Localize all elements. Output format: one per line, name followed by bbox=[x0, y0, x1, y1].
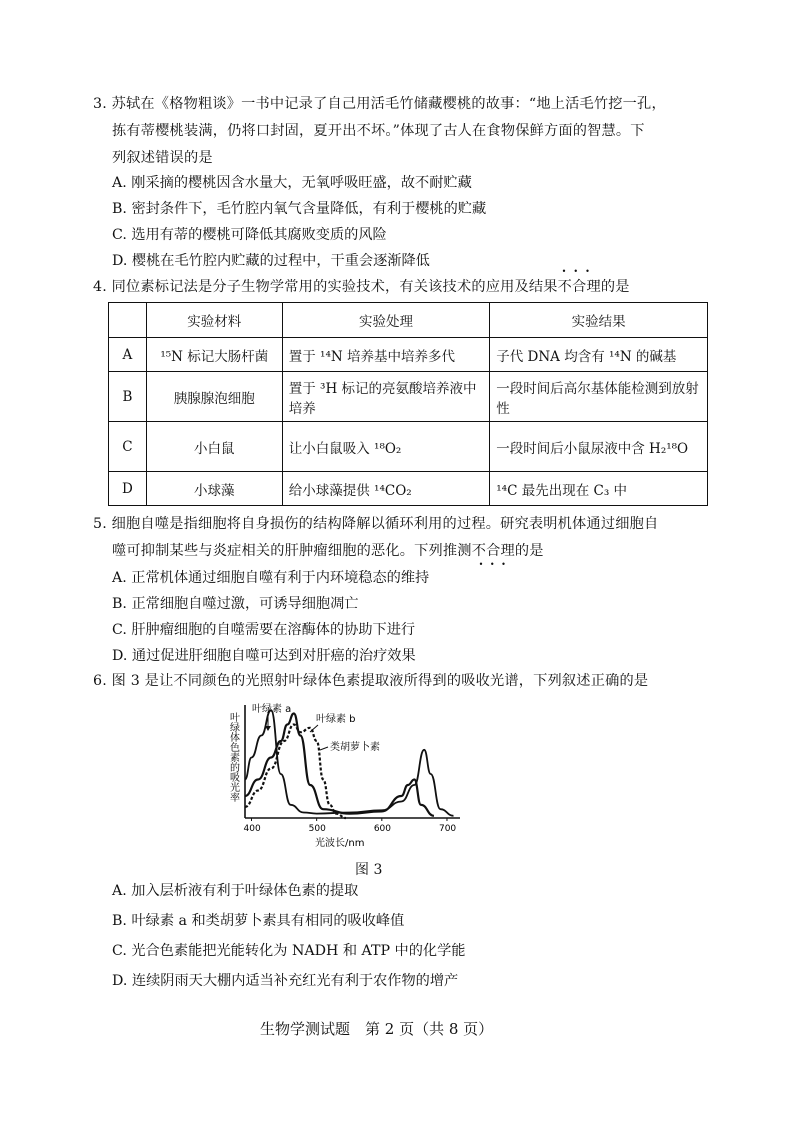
row-treatment: 置于 ¹⁴N 培养基中培养多代 bbox=[282, 338, 490, 372]
q5-option-b: B. 正常细胞自噬过激，可诱导细胞凋亡 bbox=[112, 596, 359, 612]
row-result: ¹⁴C 最先出现在 C₃ 中 bbox=[490, 472, 708, 506]
series-line-carotenoid bbox=[245, 725, 346, 819]
row-treatment: 置于 ³H 标记的亮氨酸培养液中培养 bbox=[282, 372, 490, 422]
q5-stem-line-2 bbox=[112, 540, 544, 560]
x-tick-label: 600 bbox=[373, 824, 392, 834]
row-material: 胰腺腺泡细胞 bbox=[146, 372, 282, 422]
table-header-cell bbox=[109, 303, 147, 338]
row-material: 小白鼠 bbox=[146, 422, 282, 472]
absorption-spectrum-chart bbox=[220, 700, 470, 850]
table-header-cell: 实验材料 bbox=[146, 303, 282, 338]
x-tick-label: 400 bbox=[243, 824, 261, 834]
table-header-row bbox=[109, 303, 708, 338]
q5-option-d: D. 通过促进肝细胞自噬可达到对肝癌的治疗效果 bbox=[112, 648, 416, 664]
q5-stem-prefix: 噬可抑制某些与炎症相关的肝肿瘤细胞的恶化。下列推测 bbox=[112, 543, 472, 559]
q5-stem-emphasis: 不合理 • • • bbox=[472, 540, 515, 560]
x-ticks bbox=[244, 818, 457, 834]
q5-stem-line-1: 5. 细胞自噬是指细胞将自身损伤的结构降解以循环利用的过程。研究表明机体通过细胞自 bbox=[93, 516, 659, 532]
table-row bbox=[109, 472, 708, 506]
row-material: 小球藻 bbox=[146, 472, 282, 506]
arrow-carotenoid bbox=[320, 747, 328, 750]
q3-option-d: D. 樱桃在毛竹腔内贮藏的过程中，干重会逐渐降低 bbox=[112, 253, 430, 269]
x-tick-label: 500 bbox=[308, 824, 326, 834]
q4-stem-emphasis: 不合理 ••• bbox=[558, 276, 601, 296]
q5-option-c: C. 肝肿瘤细胞的自噬需要在溶酶体的协助下进行 bbox=[112, 622, 416, 638]
q3-stem-line-3: 列叙述错误的是 bbox=[112, 150, 213, 166]
q4-stem bbox=[93, 276, 630, 296]
q6-option-a: A. 加入层析液有利于叶绿体色素的提取 bbox=[112, 883, 359, 899]
q3-stem-line-2: 拣有蒂樱桃装满，仍将口封固，夏开出不坏。”体现了古人在食物保鲜方面的智慧。下 bbox=[112, 123, 645, 139]
row-material: ¹⁵N 标记大肠杆菌 bbox=[146, 338, 282, 372]
row-label: B bbox=[109, 372, 147, 422]
label-chlorophyll-a: 叶绿素 a bbox=[252, 704, 292, 715]
row-treatment: 让小白鼠吸入 ¹⁸O₂ bbox=[282, 422, 490, 472]
q6-option-d: D. 连续阴雨天大棚内适当补充红光有利于农作物的增产 bbox=[112, 973, 459, 989]
q4-stem-prefix: 4. 同位素标记法是分子生物学常用的实验技术，有关该技术的应用及结果 bbox=[93, 279, 558, 295]
series-line-chlorophyll-b bbox=[245, 714, 434, 816]
q3-stem-line-1: 3. 苏轼在《格物粗谈》一书中记录了自己用活毛竹储藏樱桃的故事：“地上活毛竹挖一孔， bbox=[93, 96, 666, 112]
q6-option-b: B. 叶绿素 a 和类胡萝卜素具有相同的吸收峰值 bbox=[112, 913, 405, 929]
label-carotenoid: 类胡萝卜素 bbox=[330, 742, 380, 753]
y-axis-label: 叶绿体色素的吸光率 bbox=[227, 712, 239, 802]
row-label: D bbox=[109, 472, 147, 506]
q3-option-a: A. 刚采摘的樱桃因含水量大，无氧呼吸旺盛，故不耐贮藏 bbox=[112, 175, 472, 191]
q6-option-c: C. 光合色素能把光能转化为 NADH 和 ATP 中的化学能 bbox=[112, 943, 466, 959]
row-result: 一段时间后小鼠尿液中含 H₂¹⁸O bbox=[490, 422, 708, 472]
series-lines bbox=[245, 710, 453, 818]
arrow-chlorophyll-b bbox=[310, 725, 318, 732]
table-header-cell: 实验结果 bbox=[490, 303, 708, 338]
row-result: 子代 DNA 均含有 ¹⁴N 的碱基 bbox=[490, 338, 708, 372]
q4-table bbox=[108, 302, 708, 506]
table-header-cell: 实验处理 bbox=[282, 303, 490, 338]
table-row bbox=[109, 422, 708, 472]
figure-caption: 图 3 bbox=[355, 862, 383, 878]
q5-option-a: A. 正常机体通过细胞自噬有利于内环境稳态的维持 bbox=[112, 570, 430, 586]
q6-stem: 6. 图 3 是让不同颜色的光照射叶绿体色素提取液所得到的吸收光谱，下列叙述正确的是 bbox=[93, 673, 649, 689]
label-chlorophyll-b: 叶绿素 b bbox=[316, 714, 356, 725]
q4-stem-suffix: 的是 bbox=[600, 279, 630, 295]
q3-option-c: C. 选用有蒂的樱桃可降低其腐败变质的风险 bbox=[112, 227, 387, 243]
row-treatment: 给小球藻提供 ¹⁴CO₂ bbox=[282, 472, 490, 506]
row-result: 一段时间后高尔基体能检测到放射性 bbox=[490, 372, 708, 422]
row-label: A bbox=[109, 338, 147, 372]
row-label: C bbox=[109, 422, 147, 472]
x-axis-label: 光波长/nm bbox=[315, 838, 365, 849]
q5-stem-suffix: 的是 bbox=[514, 543, 544, 559]
q3-option-b: B. 密封条件下，毛竹腔内氧气含量降低，有利于樱桃的贮藏 bbox=[112, 201, 487, 217]
table-row bbox=[109, 372, 708, 422]
page-footer: 生物学测试题 第 2 页（共 8 页） bbox=[260, 1020, 494, 1038]
x-tick-label: 700 bbox=[438, 824, 457, 834]
table-row bbox=[109, 338, 708, 372]
